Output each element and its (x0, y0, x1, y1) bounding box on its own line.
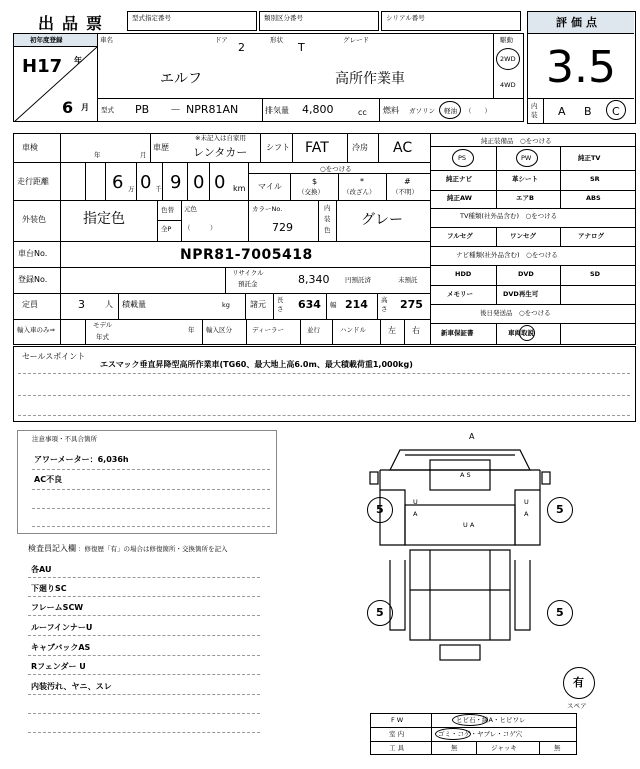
page-title: 出品票 (38, 14, 111, 33)
interior-grade-b: B (584, 105, 592, 118)
equip-ps: PS (458, 154, 467, 162)
interior-grade-circle (606, 100, 626, 120)
model-code-box: 型式指定番号 (127, 11, 257, 31)
equipment-header: 純正装備品 ○をつける (481, 137, 552, 145)
history-value: レンタカー (193, 146, 248, 159)
label-front: A (469, 432, 475, 441)
tire-rl: 5 (367, 600, 393, 626)
mileage-digit-3: 9 (170, 172, 182, 193)
first-reg-label: 初年度登録 (30, 36, 63, 44)
shift-value: FAT (305, 140, 329, 156)
interior-grade-c: C (612, 105, 620, 118)
recycle-value: 8,340 (298, 273, 330, 286)
spare-label: スペア (567, 702, 587, 710)
sales-point-text: エスマック垂直昇降型高所作業車(TG60、最大地上高6.0m、最大積載荷重1,000kg) (100, 360, 413, 369)
inspector-line-6: Rフェンダー U (31, 662, 86, 671)
note-line-2: AC不良 (34, 475, 63, 484)
type-model: NPR81AN (186, 103, 239, 116)
mileage-digit-1: 6 (112, 172, 124, 193)
inspector-line-3: フレームSCW (31, 603, 84, 612)
note-line-1: アワーメーター：6,036h (34, 455, 129, 464)
inspector-line-4: ルーフインナーU (31, 623, 93, 632)
equip-pw: PW (521, 154, 532, 162)
inspector-line-5: キャブバックAS (31, 643, 91, 652)
mileage-digit-5: 0 (214, 172, 226, 193)
mileage-digit-4: 0 (193, 172, 205, 193)
inspector-line-2: 下廻りSC (31, 584, 67, 593)
doors-value: 2 (238, 41, 245, 54)
notes-block (17, 430, 277, 534)
sales-point-block (13, 346, 636, 422)
evaluation-box (527, 11, 636, 124)
docs-manual: 車両取説 (508, 329, 534, 337)
tire-rr: 5 (547, 600, 573, 626)
car-diagram (360, 430, 560, 680)
inspector-line-1: 各AU (31, 565, 52, 574)
shape-value: T (298, 41, 305, 54)
sales-point-label: セールスポイント (22, 352, 86, 361)
first-reg-month: 6 (62, 98, 74, 117)
ac-value: AC (393, 140, 413, 156)
drive-4wd: 4WD (500, 81, 516, 89)
interior-color: グレー (361, 212, 403, 228)
evaluation-label: 評価点 (556, 16, 601, 29)
evaluation-score: 3.5 (546, 42, 616, 93)
spare-tire: 有 (563, 667, 595, 699)
height-value: 275 (400, 298, 423, 311)
drive-2wd-circle (496, 48, 520, 70)
label-left-door: U A (413, 498, 418, 518)
label-hood: A S (460, 471, 471, 479)
legend-fw: ヒビ石・線A・ヒビワレ (456, 716, 526, 724)
tire-fl: 5 (367, 497, 393, 523)
fuel-diesel-circle (439, 101, 461, 119)
color-value: 指定色 (83, 211, 125, 227)
legend-table: F W ヒビ石・線A・ヒビワレ 室 内 ゴミ・コゲ・ヤブレ・コゲ穴 工 具 無 ジャッキ 無 (370, 713, 577, 755)
inspector-line-7: 内装汚れ、ヤニ、スレ (31, 682, 112, 691)
interior-label: 内装 (531, 102, 538, 119)
mileage-digit-2: 0 (140, 172, 152, 193)
length-value: 634 (298, 298, 321, 311)
label-bed: U A (463, 521, 475, 529)
legend-interior: ゴミ・コゲ・ヤブレ・コゲ穴 (438, 730, 523, 738)
color-code: 729 (272, 221, 293, 234)
label-right-door: U A (524, 498, 529, 518)
displacement-value: 4,800 (302, 103, 334, 116)
chassis-number: NPR81-7005418 (180, 247, 313, 263)
fuel-diesel: 軽油 (444, 107, 457, 115)
serial-box: シリアル番号 (381, 11, 521, 31)
mile-label: マイル (258, 182, 282, 191)
inspector-label: 検査員記入欄 (28, 544, 76, 553)
notes-label: 注意事項・不具合箇所 (32, 435, 97, 443)
first-reg-year: H17 (22, 56, 63, 77)
drive-2wd: 2WD (500, 55, 516, 63)
type-prefix: PB (135, 103, 150, 116)
vehicle-name: エルフ (160, 71, 202, 87)
seats-value: 3 (78, 298, 85, 311)
tire-fr: 5 (547, 497, 573, 523)
class-code-box: 類別区分番号 (259, 11, 379, 31)
interior-grade-a: A (558, 105, 566, 118)
vehicle-grade: 高所作業車 (335, 71, 405, 87)
width-value: 214 (345, 298, 368, 311)
